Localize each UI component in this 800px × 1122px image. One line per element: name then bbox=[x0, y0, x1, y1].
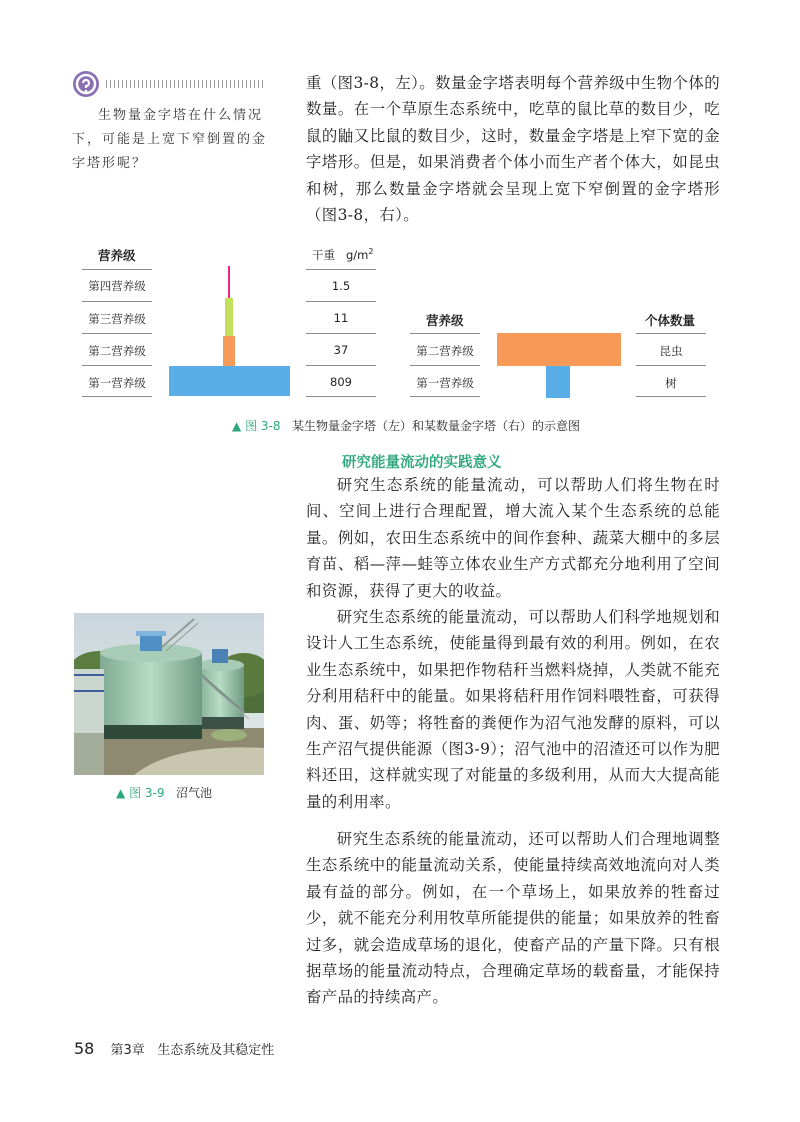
paragraph-3-text: 研究生态系统的能量流动，还可以帮助人们合理地调整生态系统中的能量流动关系，使能量持续高效地流向对人类最有益的部分。例如，在一个草场上，如果放养的牲畜过少，就不能充分利用牧草所能提供的能量；如果放养的牲畜过多，就会造成草场的退化，使畜产品的产量下降。只有根据草场的能量流动特点，合理确定草场的载畜量，才能保持畜产品的持续高产。 bbox=[306, 830, 720, 1007]
figure-3-9-caption bbox=[116, 784, 212, 801]
rule bbox=[306, 333, 376, 334]
rule bbox=[306, 269, 376, 270]
bar-level-2 bbox=[223, 336, 235, 366]
rule bbox=[636, 365, 706, 366]
biomass-value-3: 11 bbox=[333, 311, 349, 325]
biomass-pyramid bbox=[160, 262, 300, 398]
chapter-number: 第3章 bbox=[110, 1043, 145, 1058]
rule bbox=[306, 396, 376, 397]
caption-text: 沼气池 bbox=[175, 786, 212, 800]
rule bbox=[410, 365, 480, 366]
rule bbox=[306, 301, 376, 302]
rule bbox=[636, 396, 706, 397]
rule bbox=[82, 269, 152, 270]
rule bbox=[410, 333, 480, 334]
caption-text: 某生物量金字塔（左）和某数量金字塔（右）的示意图 bbox=[291, 419, 580, 433]
chapter-title: 生态系统及其稳定性 bbox=[157, 1043, 275, 1058]
biomass-level-header: 营养级 bbox=[98, 248, 136, 263]
biomass-value-1: 809 bbox=[330, 375, 352, 389]
paragraph-1-text: 研究生态系统的能量流动，可以帮助人们将生物在时间、空间上进行合理配置，增大流入某个生态系统的总能量。例如，农田生态系统中的间作套种、蔬菜大棚中的多层育苗、稻—萍—蛙等立体农业生产方式都充分地利用了空间和资源，获得了更大的收益。 bbox=[306, 476, 720, 600]
biomass-level-4: 第四营养级 bbox=[88, 279, 146, 293]
number-organism-2: 昆虫 bbox=[659, 344, 683, 358]
weight-unit-sup: 2 bbox=[368, 247, 374, 257]
top-paragraph-text: 重（图3-8，左）。数量金字塔表明每个营养级中生物个体的数量。在一个草原生态系统中，吃草的鼠比草的数目少，吃鼠的鼬又比鼠的数目少，这时，数量金字塔是上窄下宽的金字塔形。但是，如果消费者个体小而生产者个体大，如昆虫和树，那么数量金字塔就会呈现上宽下窄倒置的金字塔形（图3-8，右）。 bbox=[306, 74, 720, 225]
number-level-header: 营养级 bbox=[426, 313, 464, 328]
page-number: 58 bbox=[74, 1039, 95, 1058]
bar-tree bbox=[546, 366, 570, 398]
paragraph-3 bbox=[306, 826, 720, 1011]
number-level-2: 第二营养级 bbox=[416, 344, 474, 358]
caption-triangle-icon: ▲ bbox=[116, 786, 126, 800]
caption-number: 图 3-9 bbox=[129, 786, 165, 800]
weight-label: 干重 bbox=[312, 248, 335, 262]
paragraph-1 bbox=[306, 472, 720, 604]
rule bbox=[636, 333, 706, 334]
caption-number: 图 3-8 bbox=[245, 419, 281, 433]
biomass-level-3: 第三营养级 bbox=[88, 312, 146, 326]
caption-triangle-icon: ▲ bbox=[232, 419, 242, 433]
number-level-1: 第一营养级 bbox=[416, 376, 474, 390]
rule bbox=[410, 396, 480, 397]
bar-level-1 bbox=[169, 366, 290, 396]
figure-3-8-caption bbox=[232, 417, 580, 434]
rule bbox=[82, 365, 152, 366]
bar-insect bbox=[497, 333, 621, 366]
paragraph-2 bbox=[306, 604, 720, 815]
biomass-value-4: 1.5 bbox=[331, 279, 351, 293]
number-organism-1: 树 bbox=[665, 376, 677, 390]
biomass-weight-header bbox=[312, 247, 382, 263]
number-pyramid bbox=[490, 330, 630, 400]
bar-level-3 bbox=[225, 298, 233, 336]
biomass-level-2: 第二营养级 bbox=[88, 344, 146, 358]
rule bbox=[82, 333, 152, 334]
number-count-header: 个体数量 bbox=[645, 313, 696, 328]
rule bbox=[82, 301, 152, 302]
section-title: 研究能量流动的实践意义 bbox=[342, 455, 502, 471]
biomass-value-2: 37 bbox=[333, 343, 349, 357]
biogas-digester-photo bbox=[74, 613, 264, 775]
sidebar-question-text: 生物量金字塔在什么情况下，可能是上宽下窄倒置的金字塔形呢？ bbox=[72, 108, 268, 171]
bar-level-4 bbox=[228, 266, 230, 298]
biomass-level-1: 第一营养级 bbox=[88, 376, 146, 390]
page-footer bbox=[74, 1039, 274, 1058]
rule bbox=[82, 396, 152, 397]
paragraph-2-text: 研究生态系统的能量流动，可以帮助人们科学地规划和设计人工生态系统，使能量得到最有效的利用。例如，在农业生态系统中，如果把作物秸秆当燃料烧掉，人类就不能充分利用秸秆中的能量。如果将秸秆用作饲料喂牲畜，可获得肉、蛋、奶等；将牲畜的粪便作为沼气池发酵的原料，可以生产沼气提供能源（图3-9）；沼气池中的沼渣还可以作为肥料还田，这样就实现了对能量的多级利用，从而大大提高能量的利用率。 bbox=[306, 608, 720, 811]
weight-unit: g/m bbox=[345, 248, 369, 262]
rule bbox=[306, 365, 376, 366]
figure-3-8 bbox=[0, 0, 800, 440]
